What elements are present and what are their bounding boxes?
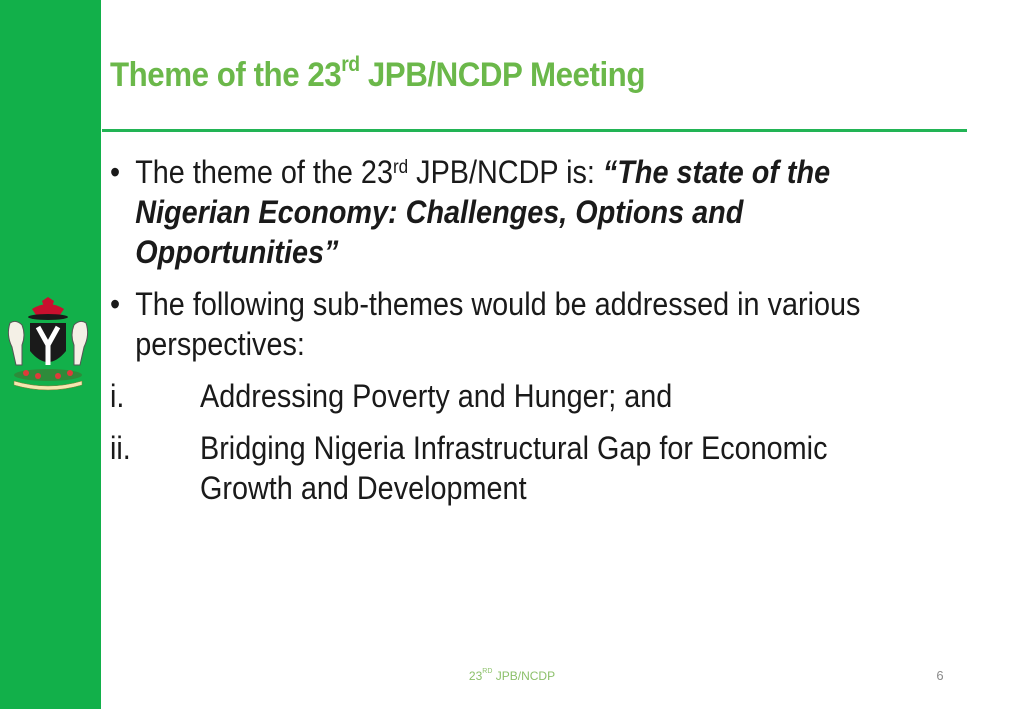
page-number: 6 bbox=[936, 668, 944, 683]
subtheme-numeral: i. bbox=[110, 378, 125, 414]
footer-superscript: RD bbox=[482, 668, 493, 675]
bullet-superscript: rd bbox=[392, 157, 409, 178]
subtheme-numeral: ii. bbox=[110, 430, 131, 466]
subtheme-text: Bridging Nigeria Infrastructural Gap for Economic Growth and Development bbox=[200, 430, 828, 506]
bullet-theme bbox=[110, 152, 920, 272]
bullet-text: The following sub-themes would be addressed in various perspectives: bbox=[135, 286, 861, 362]
slide-body bbox=[110, 152, 920, 520]
bullet-marker: • bbox=[110, 286, 121, 322]
bullet-text-mid: JPB/NCDP is: bbox=[408, 154, 603, 190]
slide-title bbox=[110, 53, 645, 95]
title-superscript: rd bbox=[341, 53, 360, 76]
title-suffix: JPB/NCDP Meeting bbox=[359, 56, 645, 94]
subtheme-item bbox=[110, 376, 920, 416]
bullet-marker: • bbox=[110, 154, 121, 190]
theme-statement: “The state of the Nigerian Economy: Challenges, Options and Opportunities” bbox=[135, 154, 831, 270]
title-prefix: Theme of the 23 bbox=[110, 56, 342, 94]
bullet-text-pre: The theme of the 23 bbox=[135, 154, 393, 190]
subtheme-text: Addressing Poverty and Hunger; and bbox=[200, 378, 673, 414]
title-divider bbox=[102, 129, 967, 132]
coat-of-arms-logo bbox=[2, 295, 94, 391]
footer-suffix: JPB/NCDP bbox=[492, 669, 556, 683]
subtheme-item bbox=[110, 428, 920, 508]
footer-prefix: 23 bbox=[468, 669, 483, 683]
footer-label bbox=[0, 669, 1024, 683]
bullet-subthemes bbox=[110, 284, 920, 364]
